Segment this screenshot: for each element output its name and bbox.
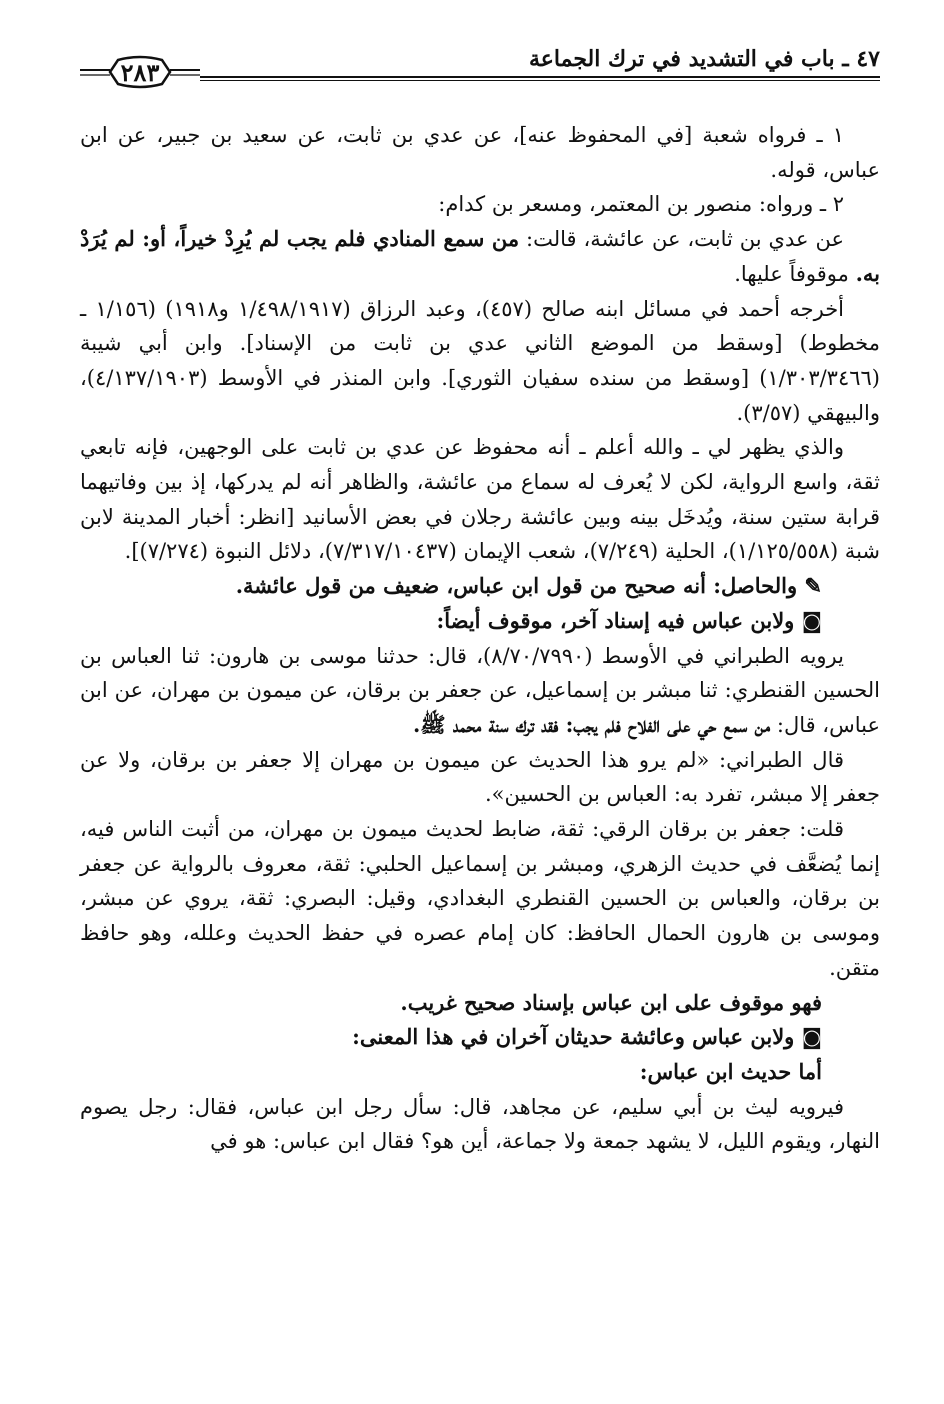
paragraph-p4 <box>80 292 880 431</box>
text-run: قلت: جعفر بن برقان الرقي: ثقة، ضابط لحديث ميمون بن مهران، من أثبت الناس فيه، إنما يُضعَّف في حديث الزهري، ومبشر بن إسماعيل الحلبي: ثقة، معروف بالرواية عن جعفر بن برقان، والعباس بن الحسين القنطري البغدادي، وقيل: البصري: ثقة، يروي عن مبشر، وموسى بن هارون الحمال الحافظ: كان إمام عصره في حفظ الحديث وعلله، وهو حافظ متقن. <box>80 817 880 980</box>
text-run: قال الطبراني: «لم يرو هذا الحديث عن ميمون بن مهران إلا جعفر بن برقان، ولا عن جعفر إلا مبشر، تفرد به: العباس بن الحسين». <box>80 747 880 807</box>
bold-text-run: فهو موقوف على ابن عباس بإسناد صحيح غريب. <box>400 989 822 1015</box>
page-number-ornament <box>80 52 200 92</box>
text-run: ١ ـ فرواه شعبة [في المحفوظ عنه]، عن عدي بن ثابت، عن سعيد بن جبير، عن ابن عباس، قوله. <box>80 123 880 182</box>
paragraph-p9 <box>80 743 880 812</box>
bold-text-run: ✎ والحاصل: أنه صحيح من قول ابن عباس، ضعيف من قول عائشة. <box>235 573 822 599</box>
text-run: فيرويه ليث بن أبي سليم، عن مجاهد، قال: سأل رجل ابن عباس، فقال: رجل يصوم النهار، ويقوم الليل، لا يشهد جمعة ولا جماعة، أين هو؟ فقال ابن عباس: هو في <box>80 1094 880 1154</box>
bold-text-run: من سمع المنادي فلم يجب لم يُرِدْ خيراً، أو: لم يُرَدْ به. <box>80 226 880 286</box>
chapter-title: ٤٧ ـ باب في التشديد في ترك الجماعة <box>529 46 880 72</box>
paragraph-p14 <box>80 1090 880 1159</box>
page-number: ٢٨٣ <box>120 58 160 87</box>
bold-text-run: من سمع حي على الفلاح فلم يجب: فقد ترك سنة محمد ﷺ. <box>412 711 771 737</box>
header-rule <box>200 76 880 81</box>
text-run: أخرجه أحمد في مسائل ابنه صالح (٤٥٧)، وعبد الرزاق (١/٤٩٨/١٩١٧ و١٩١٨) (١/١٥٦ ـ مخطوط) [وسقط من الموضع الثاني عدي بن ثابت من الإسناد]. وابن أبي شيبة (١/٣٠٣/٣٤٦٦) [وسقط من سنده سفيان الثوري]. وابن المنذر في الأوسط (٤/١٣٧/١٩٠٣)، والبيهقي (٣/٥٧). <box>80 296 880 425</box>
paragraph-p6 <box>80 569 880 604</box>
text-run: عن عدي بن ثابت، عن عائشة، قالت: <box>519 227 844 252</box>
bold-text-run: أما حديث ابن عباس: <box>639 1058 822 1084</box>
paragraph-p8 <box>80 639 880 743</box>
paragraph-p2 <box>80 187 880 222</box>
paragraph-p12 <box>80 1020 880 1055</box>
paragraph-p13 <box>80 1055 880 1090</box>
paragraph-p7 <box>80 604 880 639</box>
text-run: موقوفاً عليها. <box>734 261 856 286</box>
bold-text-run: ◙ ولابن عباس فيه إسناد آخر، موقوف أيضاً: <box>436 607 822 633</box>
paragraph-p1 <box>80 118 880 187</box>
text-run: والذي يظهر لي ـ والله أعلم ـ أنه محفوظ عن عدي بن ثابت على الوجهين، فإنه تابعي ثقة، واسع الرواية، لكن لا يُعرف له سماع من عائشة، والظاهر أنه لم يدركها، إذ بين وفاتيهما قرابة ستين سنة، ويُدخَل بينه وبين عائشة رجلان في بعض الأسانيد [انظر: أخبار المدينة لابن شبة (١/١٢٥/٥٥٨)، الحلية (٧/٢٤٩)، شعب الإيمان (٧/٣١٧/١٠٤٣٧)، دلائل النبوة (٧/٢٧٤)]. <box>80 435 880 564</box>
page-body <box>80 118 880 1159</box>
paragraph-p5 <box>80 430 880 569</box>
page-header <box>80 46 880 94</box>
paragraph-p3 <box>80 222 880 291</box>
text-run: يرويه الطبراني في الأوسط (٨/٧٠/٧٩٩٠)، قال: حدثنا موسى بن هارون: ثنا العباس بن الحسين القنطري: ثنا مبشر بن إسماعيل، عن جعفر بن برقان، عن ميمون بن مهران، عن ابن عباس، قال: <box>80 643 880 737</box>
paragraph-p11 <box>80 986 880 1021</box>
bold-text-run: ◙ ولابن عباس وعائشة حديثان آخران في هذا المعنى: <box>352 1024 822 1050</box>
text-run: ٢ ـ ورواه: منصور بن المعتمر، ومسعر بن كدام: <box>438 192 844 217</box>
paragraph-p10 <box>80 812 880 986</box>
